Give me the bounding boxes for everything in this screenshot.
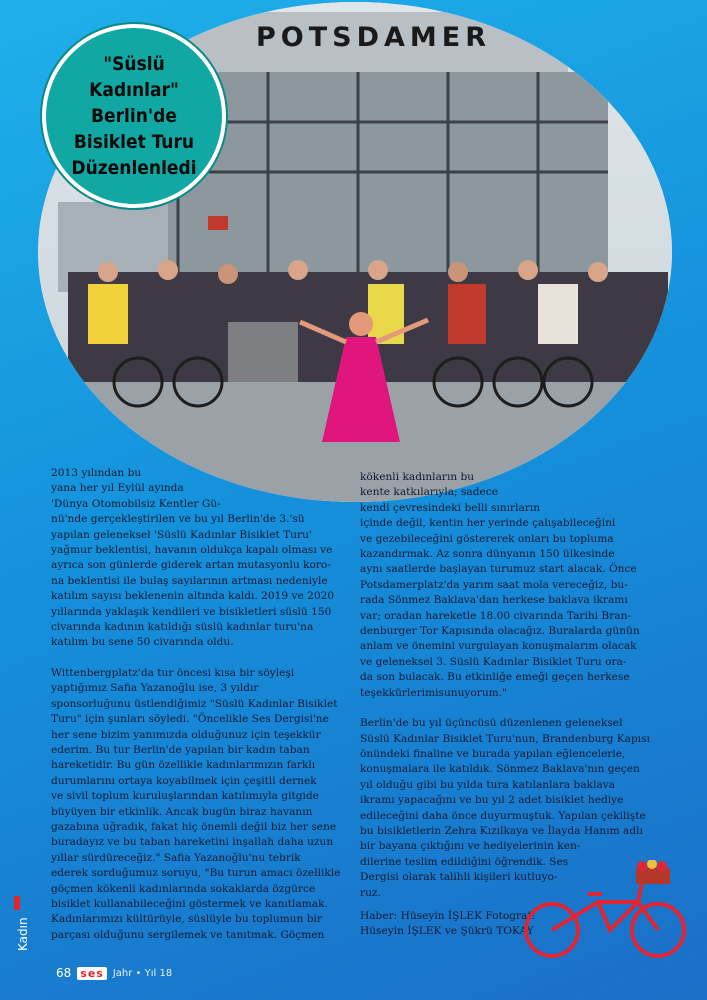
section-label [16, 895, 30, 955]
section-label-text: Kadın [16, 917, 30, 951]
station-sign: POTSDAMER [256, 22, 492, 53]
photo-credit: Haber: Hüseyin İŞLEK Fotograf: Hüseyin İŞLEK ve Şükrü TOKAY [360, 909, 535, 938]
title-badge [42, 24, 226, 208]
issue-info: Jahr • Yıl 18 [112, 967, 173, 979]
page-number: 68 [56, 966, 72, 980]
bicycle-illustration [518, 860, 693, 960]
left-column [51, 466, 347, 943]
paragraph-quote-continued: kökenli kadınların bu kente katkılarıyla; sadece kendi çevresindeki belli sınırların içinde değil, kentin her yerinde çalışabileceğini ve gezebileceğini göstererek onları bu topluma kazandırmak. Az sonra dünyanın 150 ülkesinde aynı saatlerde başlayan turumuz start alacak. Önce Potsdamerplatz'da yarım saat mola vereceğiz, bu- rada Sönmez Baklava'dan herkese baklava ikramı var; oradan hareketle 18.00 civarında Tarihi Bran- denburger Tor Kapısında olacağız. Buralarda günün anlam ve önemini vurgulayan konuşmalarım olacak ve geleneksel 3. Süslü Kadınlar Bisiklet Turu ora- da son bulacak. Bu etkinliğe emeği geçen herkese teşekkürlerimisunuyorum." [360, 471, 640, 699]
article-title: "Süslü Kadınlar" Berlin'de Bisiklet Turu Düzenlenledi [71, 53, 197, 179]
paragraph-interview: Wittenbergplatz'da tur öncesi kısa bir söyleşi yaptığımız Safia Yazanoğlu ise, 3 yıldır sponsorluğunu üstlendiğimiz "Süslü Kadınlar Bisiklet Turu" için şunları söyledi. "Öncelikle Ses Dergisi'ne her sene bizim yanımızda olduğunuz için teşekkür ederim. Bu tur Berlin'de yapılan bir kadın taban hareketidir. Bu gün özellikle kadınlarımızın farklı durumlarını ortaya koyabilmek için çeşitli dernek ve sivil toplum kuruluşlarından katılımıyla gitgide büyüyen bir etkinlik. Ancak bugün biraz havanın gazabına uğradık, fakat hiç önemli değil biz her sene buradayız ve bu taban hareketini inşallah daha uzun yıllar sürdüreceğiz." Safia Yazanoğlu'nu tebrik ederek sorduğumuz soruyu, "Bu turun amacı özellikle göçmen kökenli kadınlarında sokaklarda özgürce bisiklet kullanabileceğini göstermek ve kanıtlamak. Kadınlarımızı kültürüyle, süslüyle bu toplumun bir parçası olduğunu sergilemek ve tanıtmak. Göçmen [51, 666, 341, 941]
magazine-logo: ses [77, 967, 107, 980]
page-footer [56, 966, 172, 980]
paragraph-intro: 2013 yılından bu yana her yıl Eylül ayında 'Dünya Otomobilsiz Kentler Gü- nü'nde gerçekleştirilen ve bu yıl Berlin'de 3.'sü yapılan geleneksel 'Süslü Kadınlar Bisiklet Turu' yağmur beklentisi, havanın oldukça kapalı olması ve ayrıca son günlerde giderek artan mutasyonlu koro- na beklentisi ile bulaş sayılarının artması nedeniyle katılım sayısı beklenenin altında kaldı. 2019 ve 2020 yıllarında yaklaşık kendileri ve bisikletleri süslü 150 civarında kadının katıldığı süslü kadınlar turu'na katılım bu sene 50 civarında oldu. [51, 467, 335, 649]
paragraph-finale: Berlin'de bu yıl üçüncüsü düzenlenen geleneksel Süslü Kadınlar Bisiklet Turu'nun, Brandenburg Kapısı önündeki finaline ve burada yapılan eğlencelerle, konuşmalara ile katıldık. Sönmez Baklava'nın geçen yıl olduğu gibi bu yılda tura katılanlara baklava ikramı yapacağını ve bu yıl 2 adet bisiklet hediye edileceğini daha önce duyurmuştuk. Yapılan çekilişte bu bisikletlerin Zehra Kızılkaya ve İlayda Hanım adlı bir bayana çıktığını ve hediyelerinin ken- dilerine teslim edildiğini öğrendik. Ses Dergisi olarak talihli kişileri kutluyo- ruz. [360, 717, 650, 899]
